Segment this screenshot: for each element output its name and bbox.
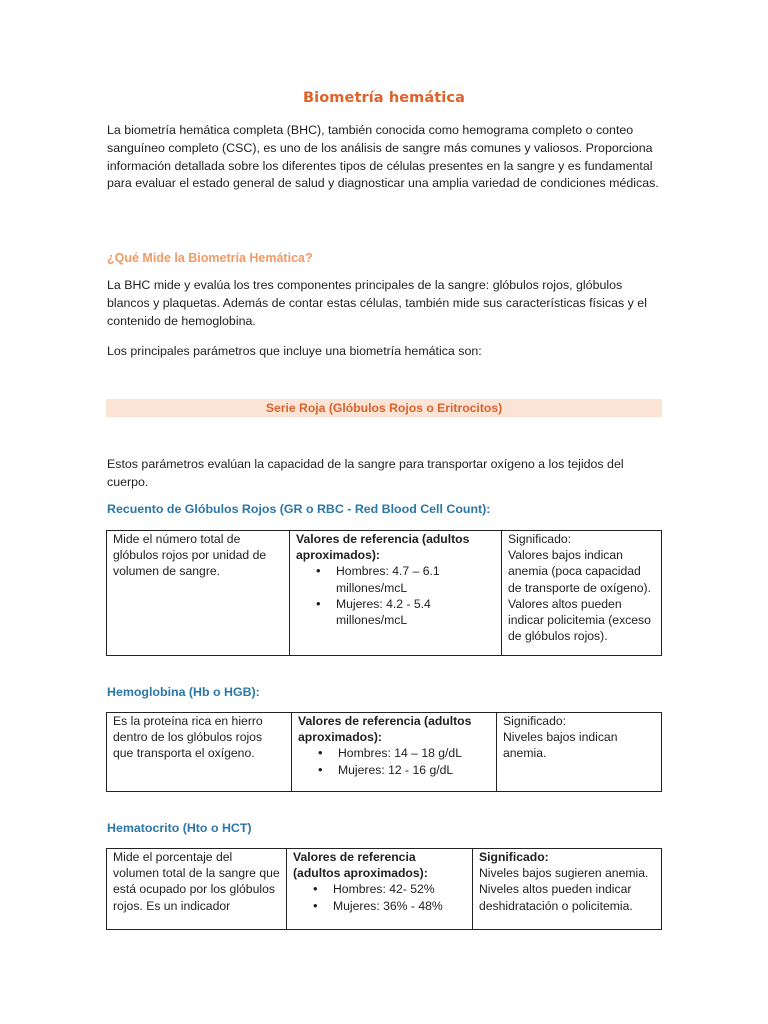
significance-label: Significado: <box>508 532 572 546</box>
significance-text: Valores bajos indican anemia (poca capacidad de transporte de oxígeno). Valores altos pueden indicar policitemia (exceso de glóbulos rojos). <box>508 548 651 644</box>
band-paragraph: Estos parámetros evalúan la capacidad de la sangre para transportar oxígeno a los tejidos del cuerpo. <box>107 457 624 489</box>
reference-label: Valores de referencia (adultos aproximados): <box>296 532 470 563</box>
param-reference <box>290 531 502 656</box>
param-significance <box>502 531 662 656</box>
significance-text: Niveles bajos indican anemia. <box>503 730 618 761</box>
param-description: Mide el número total de glóbulos rojos por unidad de volumen de sangre. <box>107 531 290 656</box>
section-paragraph-1: La BHC mide y evalúa los tres componentes principales de la sangre: glóbulos rojos, glóbulos blancos y plaquetas. Además de contar estas células, también mide sus características físicas y el contenido de hemoglobina. <box>107 278 647 328</box>
reference-value-men: • Hombres: 4.7 – 6.1 millones/mcL <box>336 563 495 595</box>
table-row <box>107 849 662 930</box>
reference-value-men: • Hombres: 42- 52% <box>333 881 466 897</box>
param-heading-hct: Hematocrito (Hto o HCT) <box>107 821 252 835</box>
intro-paragraph: La biometría hemática completa (BHC), también conocida como hemograma completo o conteo sanguíneo completo (CSC), es uno de los análisis de sangre más comunes y valiosos. Proporciona información detallada sobre los diferentes tipos de células presentes en la sangre y es fundamental para evaluar el estado general de salud y diagnosticar una amplia variedad de condiciones médicas. <box>107 123 659 191</box>
reference-value-women: • Mujeres: 12 - 16 g/dL <box>338 762 490 778</box>
significance-label: Significado: <box>479 850 549 864</box>
param-description: Mide el porcentaje del volumen total de la sangre que está ocupado por los glóbulos rojos. Es un indicador <box>107 849 287 930</box>
param-reference <box>292 713 497 792</box>
param-significance <box>497 713 662 792</box>
serie-roja-band: Serie Roja (Glóbulos Rojos o Eritrocitos) <box>106 399 662 417</box>
param-table-rbc <box>106 530 662 656</box>
reference-values <box>293 881 466 913</box>
param-heading-rbc: Recuento de Glóbulos Rojos (GR o RBC - Red Blood Cell Count): <box>107 502 491 516</box>
param-reference <box>287 849 473 930</box>
param-table-hct <box>106 848 662 930</box>
param-heading-hgb: Hemoglobina (Hb o HGB): <box>107 685 260 699</box>
param-table-hgb <box>106 712 662 792</box>
table-row <box>107 713 662 792</box>
section-heading: ¿Qué Mide la Biometría Hemática? <box>107 251 313 265</box>
reference-values <box>296 563 495 628</box>
param-significance <box>473 849 662 930</box>
reference-value-women: • Mujeres: 36% - 48% <box>333 898 466 914</box>
reference-label: Valores de referencia (adultos aproximados): <box>293 850 428 881</box>
table-row <box>107 531 662 656</box>
significance-label: Significado: <box>503 714 567 728</box>
param-description: Es la proteína rica en hierro dentro de los glóbulos rojos que transporta el oxígeno. <box>107 713 292 792</box>
section-paragraph-2: Los principales parámetros que incluye una biometría hemática son: <box>107 344 482 358</box>
reference-value-women: • Mujeres: 4.2 - 5.4 millones/mcL <box>336 596 495 628</box>
document-title: Biometría hemática <box>303 90 465 106</box>
reference-label: Valores de referencia (adultos aproximados): <box>298 714 472 745</box>
reference-values <box>298 745 490 777</box>
reference-value-men: • Hombres: 14 – 18 g/dL <box>338 745 490 761</box>
significance-text: Niveles bajos sugieren anemia. Niveles altos pueden indicar deshidratación o policitemia. <box>479 866 649 913</box>
